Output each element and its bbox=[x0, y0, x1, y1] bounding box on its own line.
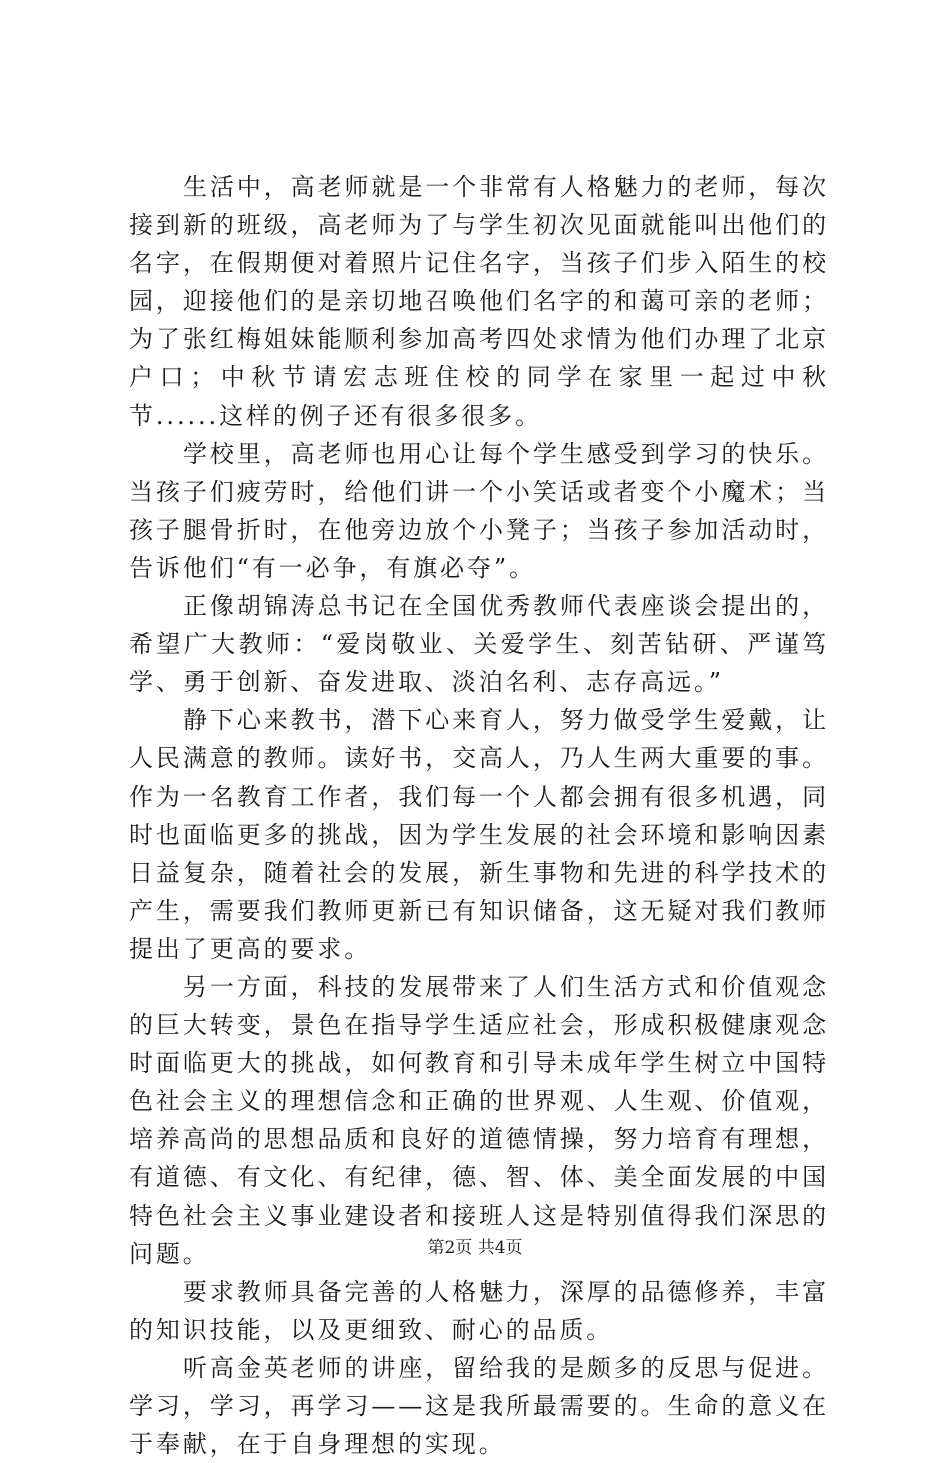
paragraph: 生活中，高老师就是一个非常有人格魅力的老师，每次接到新的班级，高老师为了与学生初次见面就能叫出他们的名字，在假期便对着照片记住名字，当孩子们步入陌生的校园，迎接他们的是亲切地召唤他们名字的和蔼可亲的老师；为了张红梅姐妹能顺利参加高考四处求情为他们办理了北京户口；中秋节请宏志班住校的同学在家里一起过中秋节......这样的例子还有很多很多。 bbox=[129, 173, 829, 430]
paragraph: 听高金英老师的讲座，留给我的是颇多的反思与促进。学习，学习，再学习——这是我所最需要的。生命的意义在于奉献，在于自身理想的实现。 bbox=[129, 1353, 829, 1459]
paragraph: 要求教师具备完善的人格魅力，深厚的品德修养，丰富的知识技能，以及更细致、耐心的品质。 bbox=[129, 1277, 829, 1344]
document-body bbox=[129, 168, 829, 1463]
paragraph: 正像胡锦涛总书记在全国优秀教师代表座谈会提出的，希望广大教师：“爱岗敬业、关爱学生、刻苦钻研、严谨笃学、勇于创新、奋发进取、淡泊名利、志存高远。” bbox=[129, 592, 829, 697]
paragraph: 另一方面，科技的发展带来了人们生活方式和价值观念的巨大转变，景色在指导学生适应社会，形成积极健康观念时面临更大的挑战，如何教育和引导未成年学生树立中国特色社会主义的理想信念和正确的世界观、人生观、价值观，培养高尚的思想品质和良好的道德情操，努力培育有理想，有道德、有文化、有纪律，德、智、体、美全面发展的中国特色社会主义事业建设者和接班人这是特别值得我们深思的问题。 bbox=[129, 972, 829, 1268]
paragraph: 静下心来教书，潜下心来育人，努力做受学生爱戴，让人民满意的教师。读好书，交高人，乃人生两大重要的事。作为一名教育工作者，我们每一个人都会拥有很多机遇，同时也面临更多的挑战，因为学生发展的社会环境和影响因素日益复杂，随着社会的发展，新生事物和先进的科学技术的产生，需要我们教师更新已有知识储备，这无疑对我们教师提出了更高的要求。 bbox=[129, 706, 829, 963]
page-number-footer: 第2页 共4页 bbox=[427, 1238, 523, 1258]
paragraph: 学校里，高老师也用心让每个学生感受到学习的快乐。当孩子们疲劳时，给他们讲一个小笑话或者变个小魔术；当孩子腿骨折时，在他旁边放个小凳子；当孩子参加活动时，告诉他们“有一必争，有旗必夺”。 bbox=[129, 439, 829, 582]
